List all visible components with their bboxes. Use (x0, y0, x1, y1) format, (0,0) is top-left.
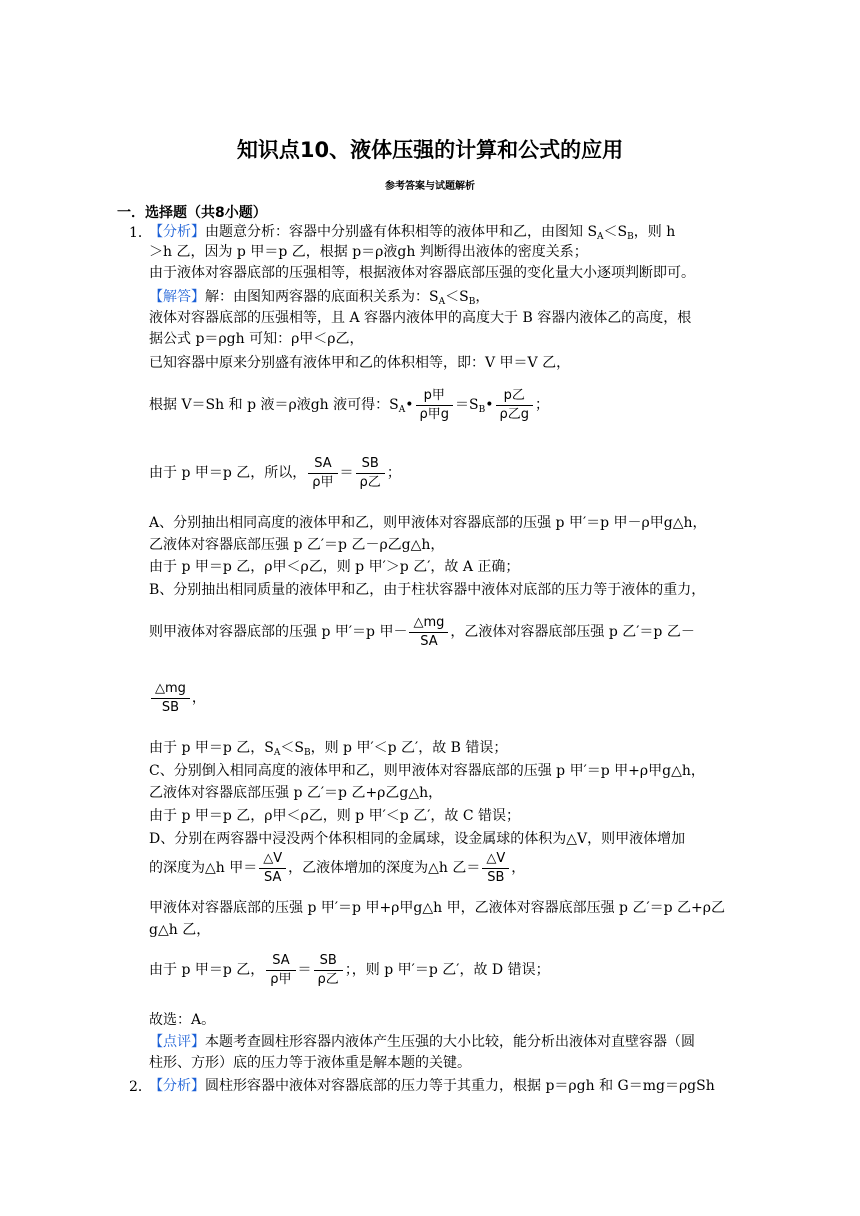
text: ，则 p 甲′＜p 乙′，故 B 错误； (310, 740, 508, 756)
text: ， (191, 690, 206, 706)
formula-line (149, 678, 206, 718)
page-subtitle: 参考答案与试题解析 (385, 181, 475, 192)
fraction (356, 455, 385, 492)
text-line: 故选：A。 (149, 1012, 216, 1028)
fraction (259, 850, 286, 887)
fraction (409, 614, 448, 651)
denominator: SB (487, 869, 505, 885)
text-line: D、分别在两容器中浸没两个体积相同的金属球，设金属球的体积为△V，则甲液体增加 (149, 831, 686, 847)
text-line: 据公式 p＝ρgh 可知：ρ甲＜ρ乙， (149, 331, 364, 347)
sub: A (398, 405, 406, 415)
denominator: ρ乙 (359, 474, 381, 490)
review-line (149, 1032, 695, 1052)
formula-line (149, 385, 549, 430)
text: 的深度为△h 甲＝ (149, 860, 258, 876)
analysis-tag: 【分析】 (149, 224, 205, 240)
text: ；，则 p 甲′＝p 乙′，故 D 错误； (344, 962, 550, 978)
numerator: p甲 (416, 387, 454, 406)
text-line: 乙液体对容器底部压强 p 乙′＝p 乙+ρ乙g△h， (149, 785, 443, 801)
numerator: △mg (409, 614, 448, 633)
text-line: 甲液体对容器底部的压强 p 甲′＝p 甲+ρ甲g△h 甲，乙液体对容器底部压强 p 乙′＝p 乙+ρ乙 (149, 900, 726, 916)
text-line: 乙液体对容器底部压强 p 乙′＝p 乙－ρ乙g△h， (149, 537, 445, 553)
text: ＝ (339, 465, 354, 481)
text-line: 液体对容器底部的压强相等，且 A 容器内液体甲的高度大于 B 容器内液体乙的高度，根 (149, 310, 692, 326)
text: ＜S (280, 740, 304, 756)
formula-line (149, 612, 695, 652)
text-line: 柱形、方形）底的压力等于液体重是解本题的关键。 (149, 1055, 471, 1071)
text: 解：由图知两容器的底面积关系为：S (205, 289, 439, 305)
text: ，则 h (633, 224, 676, 240)
sub: A (597, 232, 604, 242)
denominator: ρ甲g (419, 406, 450, 422)
numerator: △V (482, 850, 509, 869)
section-heading: 一．选择题（共8小题） (117, 205, 267, 221)
denominator: ρ乙g (499, 406, 530, 422)
solution-tag: 【解答】 (149, 289, 205, 305)
analysis-tag: 【分析】 (149, 1078, 205, 1094)
text: ； (535, 397, 550, 413)
text: 圆柱形容器中液体对容器底部的压力等于其重力，根据 p＝ρgh 和 G＝mg＝ρgSh (205, 1078, 715, 1094)
denominator: SA (263, 869, 282, 885)
text: ； (386, 465, 401, 481)
denominator: ρ甲 (270, 971, 292, 987)
numerator: △V (259, 850, 286, 869)
text: 则甲液体对容器底部的压强 p 甲′＝p 甲－ (149, 624, 408, 640)
fraction (151, 680, 190, 717)
text: ＜S (445, 289, 469, 305)
text: ＝ (297, 962, 312, 978)
sub: A (273, 748, 281, 758)
numerator: SA (308, 455, 337, 474)
denominator: SB (161, 699, 180, 715)
numerator: △mg (151, 680, 190, 699)
fraction (496, 387, 534, 424)
numerator: SB (314, 952, 343, 971)
numerator: p乙 (496, 387, 534, 406)
fraction (308, 455, 337, 492)
text: ，乙液体对容器底部压强 p 乙′＝p 乙－ (450, 624, 695, 640)
numerator: SB (356, 455, 385, 474)
formula-line (149, 848, 525, 888)
sub: B (627, 232, 634, 242)
formula-line (149, 453, 401, 493)
question-number: 2． (129, 1079, 152, 1095)
text: 由于 p 甲＝p 乙，所以， (149, 465, 307, 481)
text-line: 由于液体对容器底部的压强相等，根据液体对容器底部压强的变化量大小逐项判断即可。 (149, 265, 695, 281)
sub: B (468, 297, 476, 307)
numerator: SA (266, 952, 295, 971)
text: 由于 p 甲＝p 乙，S (149, 740, 274, 756)
text: 根据 V＝Sh 和 p 液＝ρ液gh 液可得：S (149, 397, 399, 413)
page-title: 知识点10、液体压强的计算和公式的应用 (236, 138, 624, 162)
text: • (485, 397, 494, 413)
denominator: ρ甲 (312, 474, 334, 490)
text: ，乙液体增加的深度为△h 乙＝ (288, 860, 481, 876)
text-line: ＞h 乙，因为 p 甲＝p 乙，根据 p＝ρ液gh 判断得出液体的密度关系； (149, 244, 588, 260)
fraction (416, 387, 454, 424)
text: ＝S (455, 397, 479, 413)
text: ， (475, 289, 490, 305)
text-line: 由于 p 甲＝p 乙，ρ甲＜ρ乙，则 p 甲′＜p 乙′，故 C 错误； (149, 808, 520, 824)
text-line: B、分别抽出相同质量的液体甲和乙，由于柱状容器中液体对底部的压力等于液体的重力， (149, 582, 706, 598)
question-number: 1． (129, 225, 152, 241)
text: ＜S (603, 224, 628, 240)
fraction (482, 850, 509, 887)
analysis-line (149, 1076, 715, 1096)
text: 本题考查圆柱形容器内液体产生压强的大小比较，能分析出液体对直壁容器（圆 (205, 1034, 695, 1050)
text-line: 已知容器中原来分别盛有液体甲和乙的体积相等，即：V 甲＝V 乙， (149, 355, 571, 371)
formula-line (149, 950, 550, 990)
text-line: g△h 乙， (149, 922, 211, 938)
text: • (405, 397, 414, 413)
text-line: C、分别倒入相同高度的液体甲和乙，则甲液体对容器底部的压强 p 甲′＝p 甲+ρ甲g△h， (149, 763, 705, 779)
denominator: ρ乙 (317, 971, 339, 987)
denominator: SA (420, 633, 438, 649)
text: 由于 p 甲＝p 乙， (149, 962, 265, 978)
sub: B (303, 748, 311, 758)
text-line: 由于 p 甲＝p 乙，ρ甲＜ρ乙，则 p 甲′＞p 乙′，故 A 正确； (149, 559, 520, 575)
text: 由题意分析：容器中分别盛有体积相等的液体甲和乙，由图知 S (205, 224, 598, 240)
review-tag: 【点评】 (149, 1034, 205, 1050)
text-line: A、分别抽出相同高度的液体甲和乙，则甲液体对容器底部的压强 p 甲′＝p 甲－ρ甲g△h， (149, 515, 707, 531)
text-line (149, 738, 507, 763)
text: ， (511, 860, 526, 876)
sub: B (478, 405, 486, 415)
sub: A (438, 297, 446, 307)
fraction (266, 952, 295, 989)
fraction (314, 952, 343, 989)
